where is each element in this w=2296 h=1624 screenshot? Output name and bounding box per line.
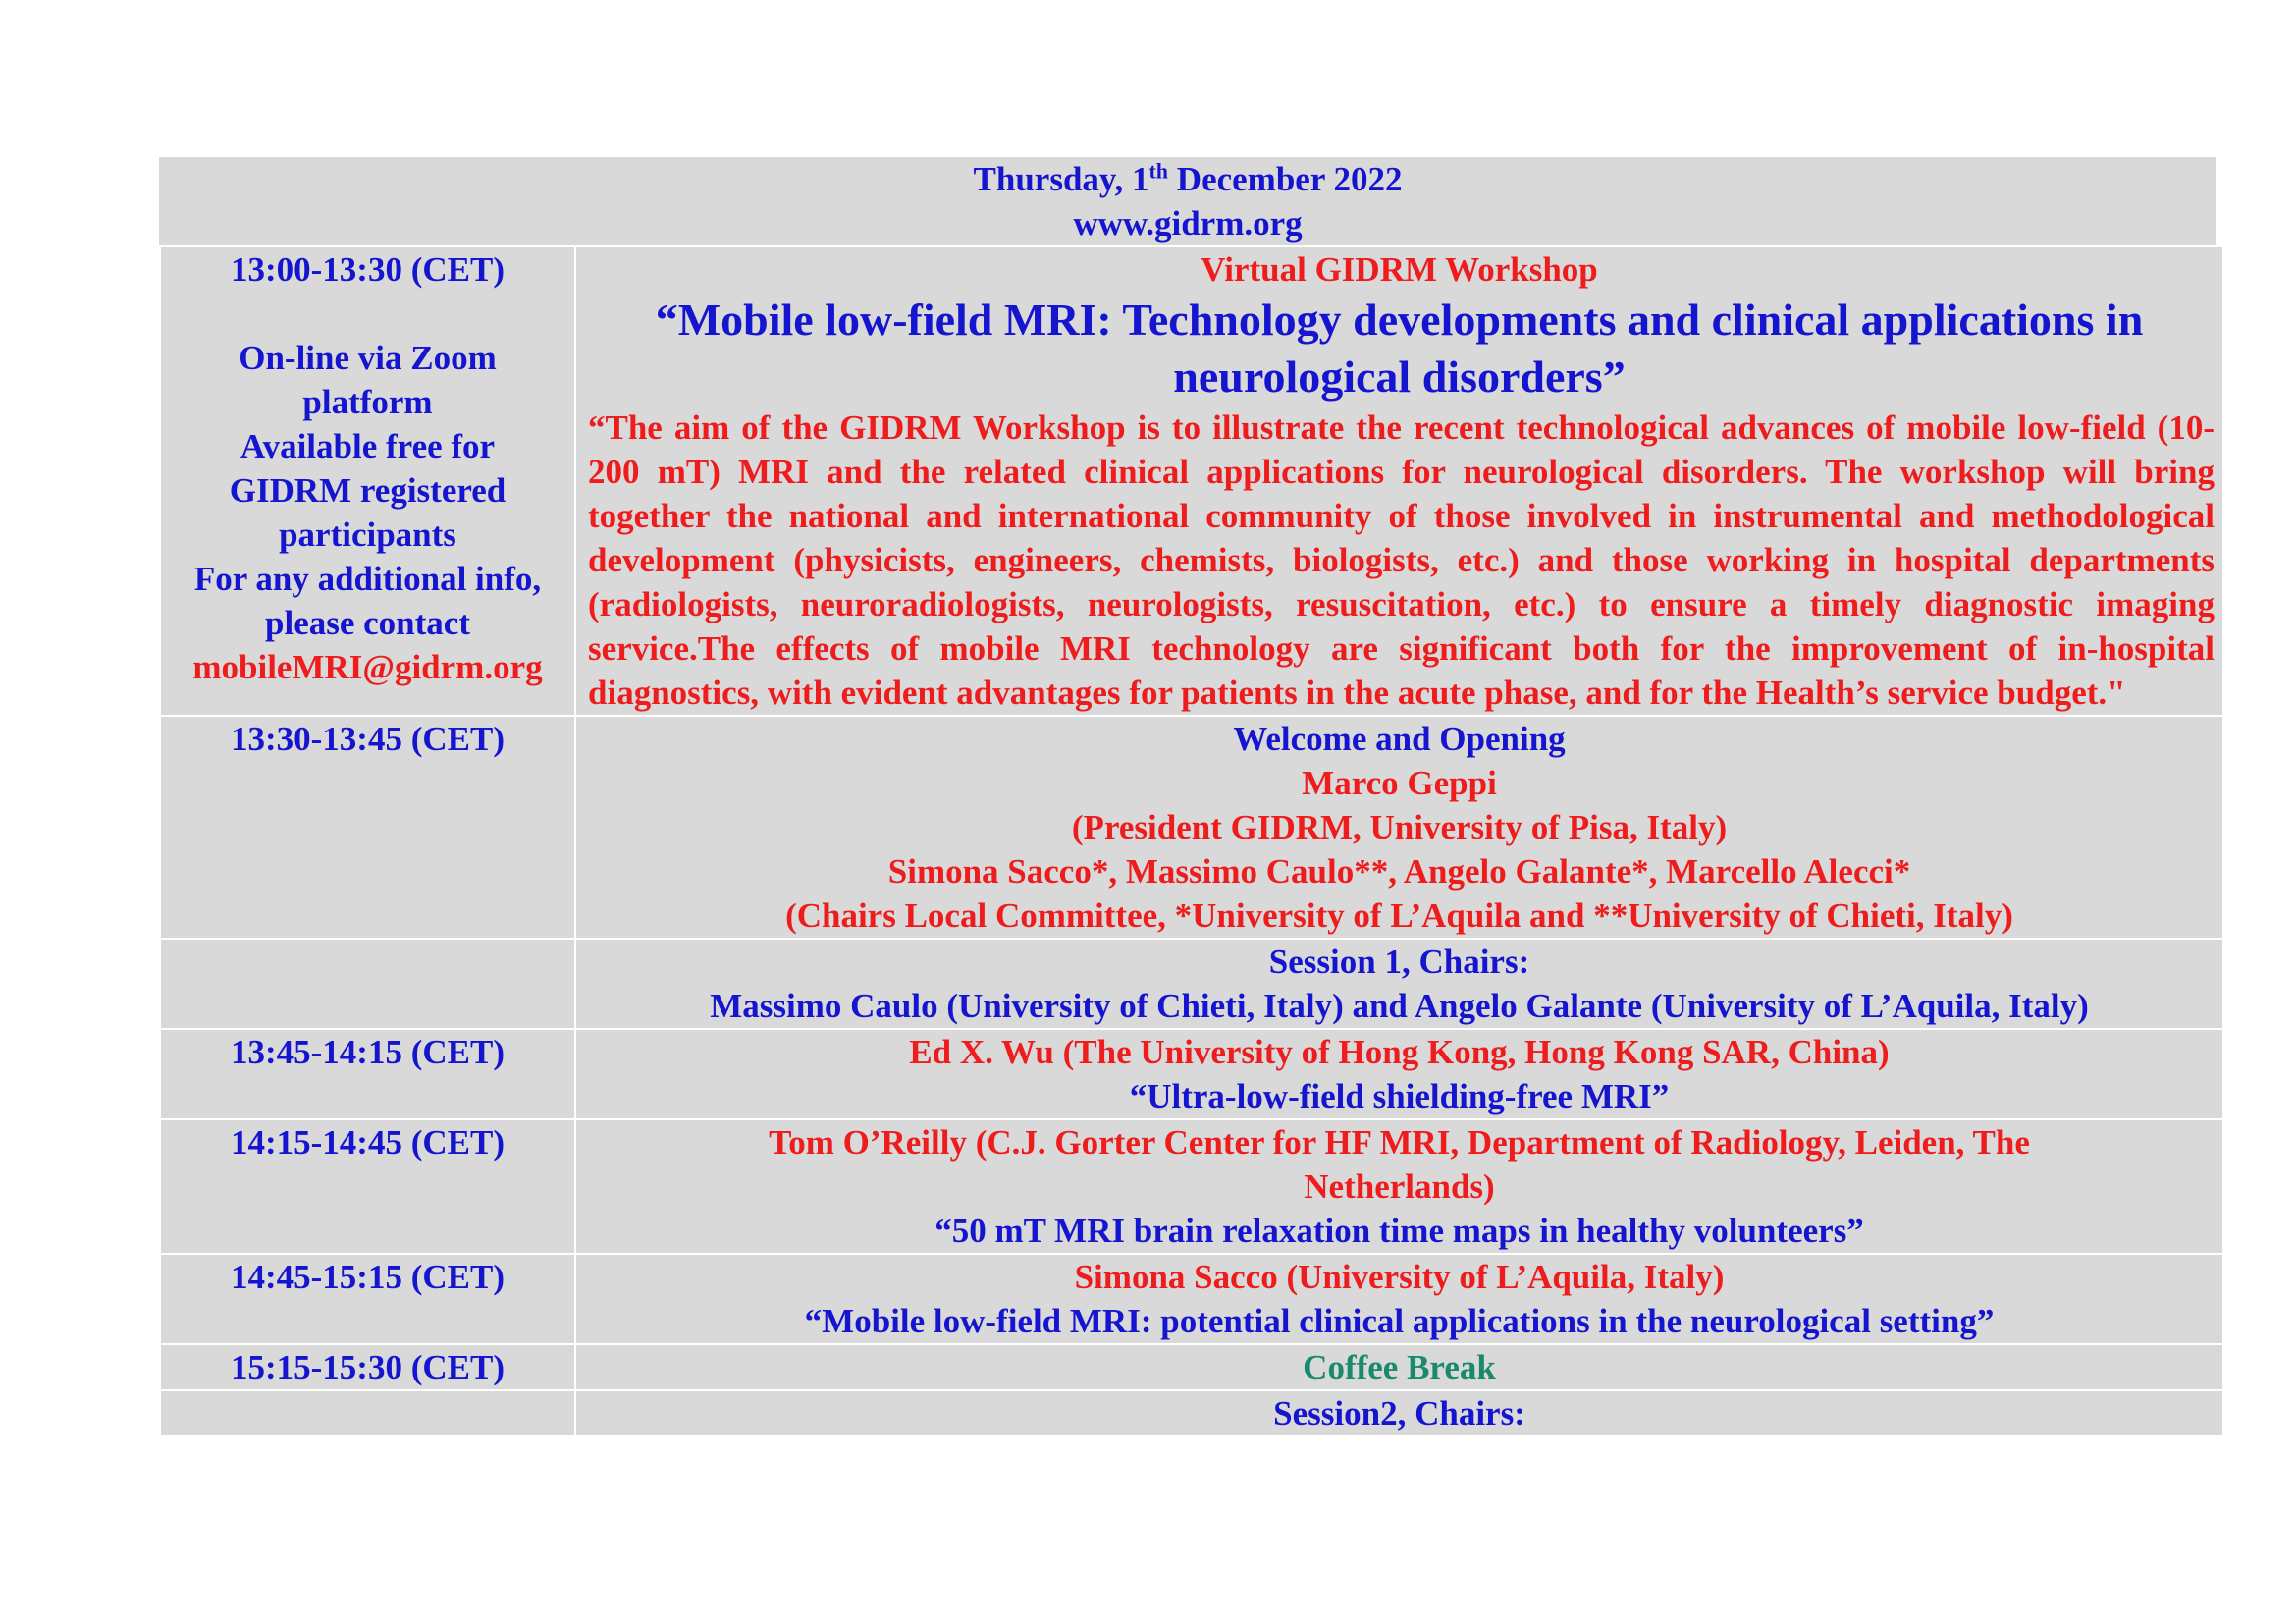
speaker-continued: Netherlands) — [1304, 1167, 1495, 1206]
local-chairs-affiliation: (Chairs Local Committee, *University of L’Aquila and **University of Chieti, Italy) — [785, 896, 2013, 935]
time-label: 13:00-13:30 (CET) — [231, 250, 505, 289]
table-row — [160, 1344, 2223, 1390]
program-sheet — [159, 157, 2224, 1437]
time-cell — [160, 246, 575, 716]
talk-title: “Mobile low-field MRI: potential clinical applications in the neurological setting” — [804, 1302, 1995, 1340]
contact-email[interactable]: mobileMRI@gidrm.org — [192, 648, 543, 686]
welcome-cell — [575, 716, 2223, 939]
president-name: Marco Geppi — [1302, 764, 1497, 802]
speaker: Tom O’Reilly (C.J. Gorter Center for HF MRI, Department of Radiology, Leiden, The — [769, 1123, 2030, 1162]
access-info-line: For any additional info, — [193, 560, 542, 598]
program-header — [159, 157, 2218, 245]
time-label: 15:15-15:30 (CET) — [160, 1344, 575, 1390]
time-label: 13:30-13:45 (CET) — [160, 716, 575, 939]
table-row — [160, 716, 2223, 939]
coffee-break: Coffee Break — [575, 1344, 2223, 1390]
access-info-line: please contact — [265, 604, 470, 642]
date-prefix: Thursday, 1 — [973, 160, 1149, 198]
program-table — [159, 245, 2224, 1437]
president-affiliation: (President GIDRM, University of Pisa, Italy) — [1071, 808, 1728, 846]
access-info-line: On-line via Zoom — [239, 339, 497, 377]
workshop-abstract: “The aim of the GIDRM Workshop is to illustrate the recent technological advances of mobile low-field (10-200 mT) MRI and the related clinical applications for neurological disorders. The workshop will bring together the national and international community of those involved in instrumental and methodological development (physicists, engineers, chemists, biologists, etc.) and those working in hospital departments (radiologists, neuroradiologists, neurologists, resuscitation, etc.) to ensure a timely diagnostic imaging service.The effects of mobile MRI technology are significant both for the improvement of in-hospital diagnostics, with evident advantages for patients in the acute phase, and for the Health’s service budget." — [588, 408, 2215, 712]
talk-title: “Ultra-low-field shielding-free MRI” — [1129, 1077, 1670, 1115]
table-row — [160, 939, 2223, 1029]
session-heading: Session2, Chairs: — [575, 1390, 2223, 1436]
table-row — [160, 1390, 2223, 1436]
access-info-line: participants — [279, 515, 456, 554]
time-label: 13:45-14:15 (CET) — [160, 1029, 575, 1119]
access-info — [161, 336, 574, 645]
table-row — [160, 1119, 2223, 1254]
table-row — [160, 1254, 2223, 1344]
time-label — [160, 1390, 575, 1436]
table-row — [160, 246, 2223, 716]
time-label: 14:15-14:45 (CET) — [160, 1119, 575, 1254]
talk-cell — [575, 1029, 2223, 1119]
talk-title: “50 mT MRI brain relaxation time maps in healthy volunteers” — [934, 1212, 1864, 1250]
session-cell — [575, 939, 2223, 1029]
workshop-cell — [575, 246, 2223, 716]
website-link[interactable]: www.gidrm.org — [1073, 204, 1303, 243]
date-suffix: December 2022 — [1168, 160, 1403, 198]
time-label: 14:45-15:15 (CET) — [160, 1254, 575, 1344]
welcome-heading: Welcome and Opening — [1233, 720, 1566, 758]
speaker: Ed X. Wu (The University of Hong Kong, Hong Kong SAR, China) — [909, 1033, 1890, 1071]
talk-cell — [575, 1254, 2223, 1344]
session-heading: Session 1, Chairs: — [1268, 943, 1530, 981]
access-info-line: GIDRM registered — [229, 471, 507, 510]
time-label — [160, 939, 575, 1029]
workshop-label: Virtual GIDRM Workshop — [1201, 250, 1598, 289]
table-row — [160, 1029, 2223, 1119]
local-chairs: Simona Sacco*, Massimo Caulo**, Angelo Galante*, Marcello Alecci* — [887, 852, 1911, 891]
access-info-line: platform — [302, 383, 433, 421]
date-ordinal: th — [1148, 158, 1169, 184]
speaker: Simona Sacco (University of L’Aquila, Italy) — [1074, 1258, 1725, 1296]
program-date — [159, 157, 2216, 201]
access-info-line: Available free for — [240, 427, 496, 465]
talk-cell — [575, 1119, 2223, 1254]
workshop-title: “Mobile low-field MRI: Technology developments and clinical applications in neurological disorders” — [655, 295, 2144, 402]
session-chairs: Massimo Caulo (University of Chieti, Italy) and Angelo Galante (University of L’Aquila, Italy) — [710, 987, 2089, 1025]
